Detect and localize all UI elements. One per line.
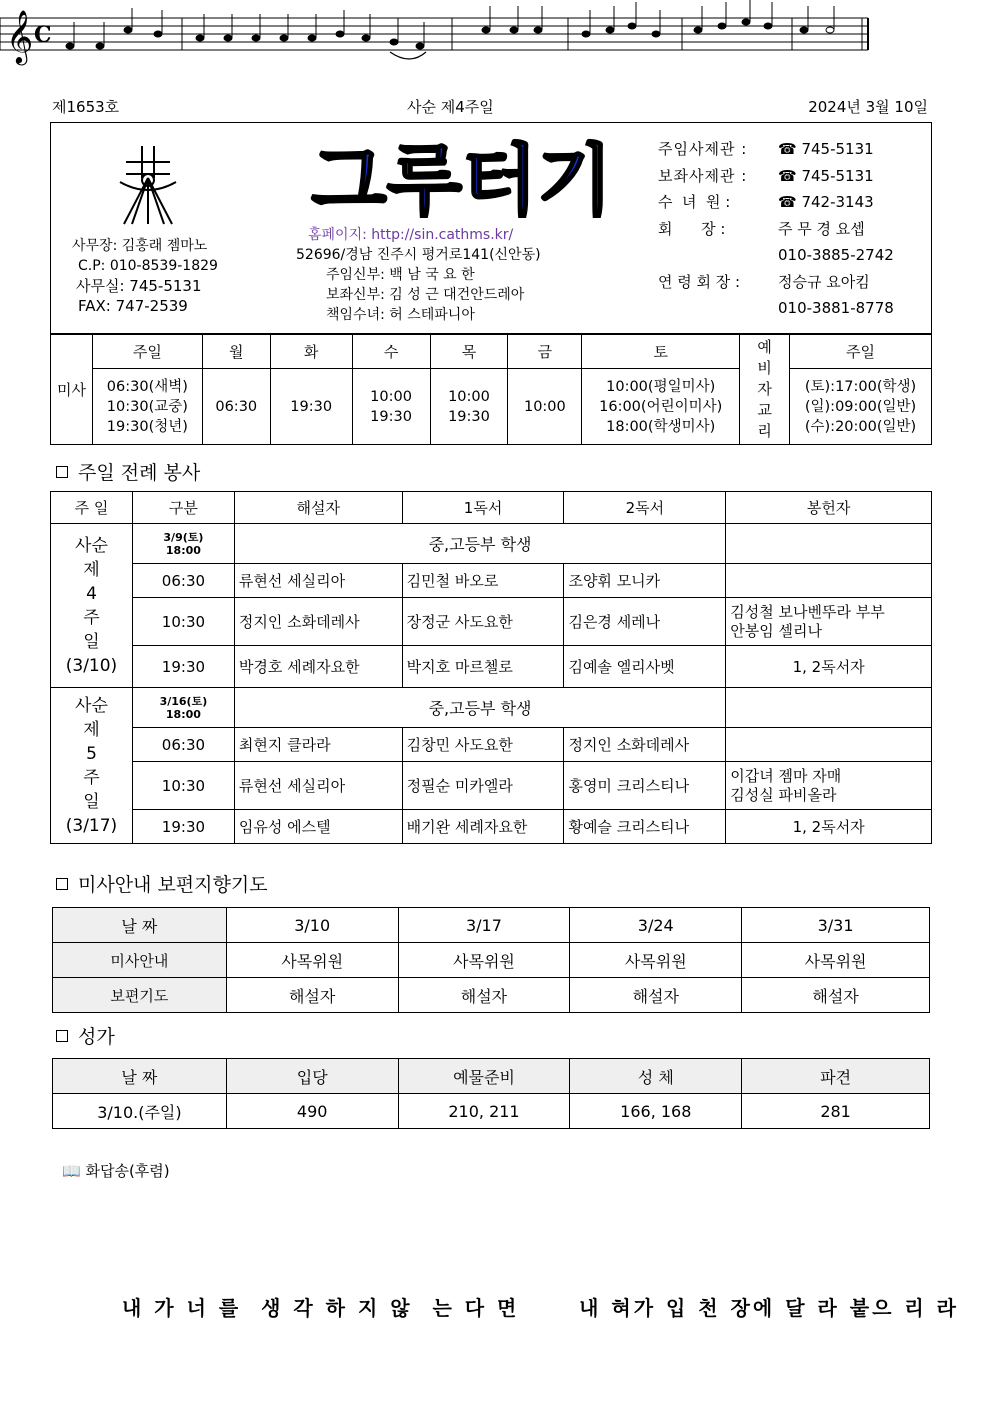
- table-cell: 정지인 소화데레사: [234, 598, 402, 646]
- table-cell: 김은경 세레나: [564, 598, 726, 646]
- table-cell: 정지인 소화데레사: [564, 728, 726, 762]
- psalm-label: 📖 화답송(후렴): [62, 1162, 170, 1180]
- catechumen-label: 예비자교리: [740, 335, 790, 445]
- day-header: 토: [582, 335, 740, 369]
- contacts: [658, 136, 894, 322]
- table-cell: [726, 728, 932, 762]
- row-label: 보편기도: [53, 978, 227, 1013]
- bulletin-title: [272, 138, 652, 218]
- mass-time: 10:00(평일미사) 16:00(어린이미사) 18:00(학생미사): [582, 369, 740, 445]
- col-header: 2독서: [564, 492, 726, 524]
- table-cell: 해설자: [398, 978, 570, 1013]
- table-cell: 류현선 세실리아: [234, 762, 402, 810]
- table-cell: 류현선 세실리아: [234, 564, 402, 598]
- title-text: 그루터기: [311, 138, 613, 218]
- checkbox-icon: [56, 466, 68, 478]
- treble-clef-icon: 𝄞: [6, 9, 34, 63]
- catechumen-header: 주일: [790, 335, 932, 369]
- table-cell: 이갑녀 젬마 자매 김성실 파비올라: [726, 762, 932, 810]
- office-manager: 사무장: 김홍래 젬마노: [72, 238, 208, 254]
- col-header: 3/10: [226, 908, 398, 943]
- table-cell: 장정군 사도요한: [402, 598, 564, 646]
- col-header: 성 체: [570, 1059, 742, 1094]
- table-cell: 조양휘 모니카: [564, 564, 726, 598]
- office-cp: C.P: 010-8539-1829: [78, 258, 218, 274]
- mass-time: 10:00 19:30: [352, 369, 430, 445]
- contact-row: 010-3885-2742: [778, 246, 894, 264]
- table-cell: 해설자: [226, 978, 398, 1013]
- liturgy-service-table: [50, 491, 932, 844]
- contact-row: 보좌사제관 : ☎ 745-5131: [658, 166, 874, 185]
- day-header: 월: [202, 335, 270, 369]
- table-cell: 19:30: [132, 646, 234, 688]
- table-cell: 사목위원: [398, 943, 570, 978]
- table-cell: 19:30: [132, 810, 234, 844]
- col-header: 3/17: [398, 908, 570, 943]
- day-header: 주일: [92, 335, 202, 369]
- sister: 책임수녀: 허 스테파니아: [326, 307, 475, 323]
- table-cell: 3/9(토) 18:00: [132, 524, 234, 564]
- contact-row: 주임사제관 : ☎ 745-5131: [658, 140, 874, 158]
- table-cell: 박경호 세례자요한: [234, 646, 402, 688]
- checkbox-icon: [56, 1030, 68, 1042]
- col-header: 해설자: [234, 492, 402, 524]
- table-cell: 해설자: [742, 978, 930, 1013]
- week-title: 사순 제4주일: [407, 98, 494, 116]
- office-fax: FAX: 747-2539: [78, 297, 188, 315]
- parish-address-block: [296, 245, 541, 325]
- col-header: 3/24: [570, 908, 742, 943]
- table-cell: 사목위원: [742, 943, 930, 978]
- table-cell: 사목위원: [570, 943, 742, 978]
- day-header: 수: [352, 335, 430, 369]
- checkbox-icon: [56, 878, 68, 890]
- table-cell: 김창민 사도요한: [402, 728, 564, 762]
- table-cell: 1, 2독서자: [726, 646, 932, 688]
- contact-row: 010-3881-8778: [778, 299, 894, 317]
- section-title-guide: 미사안내 보편지향기도: [56, 870, 268, 897]
- time-signature-icon: C: [34, 22, 52, 48]
- table-cell: 10:30: [132, 762, 234, 810]
- table-cell: 중,고등부 학생: [234, 688, 725, 728]
- col-header: 파견: [742, 1059, 930, 1094]
- office-info: [72, 236, 218, 316]
- hymn-table: [52, 1058, 930, 1129]
- contact-row: 수 녀 원 : ☎ 742-3143: [658, 193, 874, 211]
- mass-schedule-table: [50, 334, 932, 445]
- table-cell: [726, 564, 932, 598]
- col-header: 주 일: [51, 492, 133, 524]
- table-cell: 김예솔 엘리사벳: [564, 646, 726, 688]
- table-cell: 사목위원: [226, 943, 398, 978]
- table-cell: 210, 211: [398, 1094, 570, 1129]
- table-cell: 정필순 미카엘라: [402, 762, 564, 810]
- day-header: 화: [270, 335, 352, 369]
- table-cell: 황예슬 크리스티나: [564, 810, 726, 844]
- col-header: 날 짜: [53, 1059, 227, 1094]
- address: 52696/경남 진주시 평거로141(신안동): [296, 247, 541, 263]
- table-cell: 281: [742, 1094, 930, 1129]
- table-cell: 김성철 보나벤뚜라 부부 안봉임 셀리나: [726, 598, 932, 646]
- homepage[interactable]: 홈페이지: http://sin.cathms.kr/: [308, 227, 514, 243]
- mass-time: 10:00: [508, 369, 582, 445]
- table-cell: 홍영미 크리스티나: [564, 762, 726, 810]
- col-header: 날 짜: [53, 908, 227, 943]
- catechumen-times: (토):17:00(학생) (일):09:00(일반) (수):20:00(일반): [790, 369, 932, 445]
- day-header: 금: [508, 335, 582, 369]
- col-header: 구분: [132, 492, 234, 524]
- mass-guide-table: [52, 907, 930, 1013]
- table-cell: 06:30: [132, 564, 234, 598]
- mass-time: 06:30: [202, 369, 270, 445]
- table-cell: 김민철 바오로: [402, 564, 564, 598]
- issue-date: 2024년 3월 10일: [808, 98, 928, 116]
- table-cell: 중,고등부 학생: [234, 524, 725, 564]
- parish-logo-icon: [112, 138, 192, 228]
- section-title-hymns: 성가: [56, 1022, 115, 1049]
- mass-time: 19:30: [270, 369, 352, 445]
- col-header: 입당: [226, 1059, 398, 1094]
- table-cell: 배기완 세례자요한: [402, 810, 564, 844]
- col-header: 봉헌자: [726, 492, 932, 524]
- col-header: 예물준비: [398, 1059, 570, 1094]
- table-cell: 490: [226, 1094, 398, 1129]
- book-icon: 📖: [62, 1162, 81, 1180]
- table-cell: 박지호 마르첼로: [402, 646, 564, 688]
- office-phone: 사무실: 745-5131: [76, 277, 202, 295]
- section-title-liturgy: 주일 전례 봉사: [56, 458, 200, 485]
- music-staff: [0, 0, 870, 110]
- table-cell: 해설자: [570, 978, 742, 1013]
- mass-time: 06:30(새벽) 10:30(교중) 19:30(청년): [92, 369, 202, 445]
- top-line: [52, 96, 932, 118]
- pastor: 주임신부: 백 남 국 요 한: [326, 267, 475, 283]
- table-cell: 06:30: [132, 728, 234, 762]
- sunday-label: 사순 제 4 주 일 (3/10): [51, 524, 133, 688]
- table-cell: 166, 168: [570, 1094, 742, 1129]
- col-header: 1독서: [402, 492, 564, 524]
- mass-time: 10:00 19:30: [430, 369, 508, 445]
- table-cell: 3/10.(주일): [53, 1094, 227, 1129]
- table-cell: [726, 524, 932, 564]
- sunday-label: 사순 제 5 주 일 (3/17): [51, 688, 133, 844]
- table-cell: [726, 688, 932, 728]
- psalm-lyrics: 내 가 너 를 생 각 하 지 않 는 다 면 내 혀가 입 천 장에 달 라 붙으 리 라: [122, 1296, 959, 1320]
- row-label: 미사안내: [53, 943, 227, 978]
- issue-number: 제1653호: [52, 98, 120, 116]
- table-cell: 10:30: [132, 598, 234, 646]
- table-cell: 1, 2독서자: [726, 810, 932, 844]
- contact-row: 회 장 : 주 무 경 요셉: [658, 219, 865, 238]
- table-cell: 최현지 클라라: [234, 728, 402, 762]
- table-cell: 3/16(토) 18:00: [132, 688, 234, 728]
- mass-side-label: 미사: [51, 335, 93, 445]
- col-header: 3/31: [742, 908, 930, 943]
- contact-row: 연 령 회 장 : 정승규 요아킴: [658, 272, 870, 291]
- assistant-priest: 보좌신부: 김 성 근 대건안드레아: [326, 287, 525, 303]
- day-header: 목: [430, 335, 508, 369]
- table-cell: 임유성 에스텔: [234, 810, 402, 844]
